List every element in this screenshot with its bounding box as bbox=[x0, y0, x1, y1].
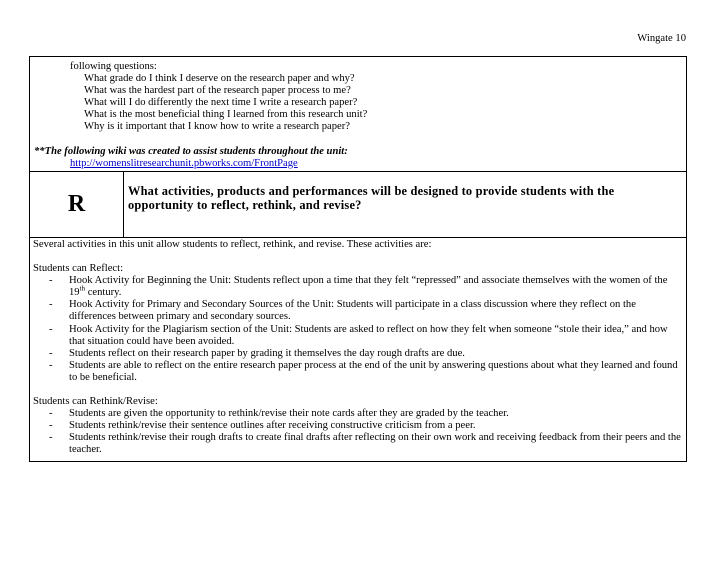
page-header: Wingate 10 bbox=[637, 33, 686, 44]
question-item: What was the hardest part of the research paper process to me? bbox=[84, 85, 351, 97]
list-item: - Students rethink/revise their rough drafts to create final drafts after reflecting on their own work and receiving feedback from their peers and the teacher. bbox=[45, 432, 683, 456]
stage-letter: R bbox=[30, 172, 124, 237]
stage-question: What activities, products and performances will be designed to provide students with the opportunity to reflect, rethink, and revise? bbox=[128, 184, 615, 213]
reflect-heading: Students can Reflect: bbox=[33, 263, 124, 275]
list-item: - Hook Activity for the Plagiarism section of the Unit: Students are asked to reflect on how they felt when someone “stole their idea,” and how that situation could have been avoided. bbox=[45, 324, 683, 348]
questions-intro: following questions: bbox=[70, 61, 157, 72]
question-item: What grade do I think I deserve on the research paper and why? bbox=[84, 73, 355, 85]
activities-cell bbox=[30, 238, 686, 461]
list-item: - Students rethink/revise their sentence outlines after receiving constructive criticism from a peer. bbox=[45, 420, 683, 432]
question-item: What is the most beneficial thing I learned from this research unit? bbox=[84, 109, 368, 121]
stage-row bbox=[30, 172, 686, 238]
rethink-list bbox=[33, 408, 683, 456]
question-item: Why is it important that I know how to write a research paper? bbox=[84, 121, 350, 133]
reflection-questions-cell bbox=[30, 57, 686, 172]
activities-intro: Several activities in this unit allow students to reflect, rethink, and revise. These activities are: bbox=[33, 239, 432, 250]
reflect-list bbox=[33, 275, 683, 384]
rethink-heading: Students can Rethink/Revise: bbox=[33, 396, 158, 408]
unit-plan-table bbox=[29, 56, 687, 462]
list-item: - Students are given the opportunity to rethink/revise their note cards after they are graded by the teacher. bbox=[45, 408, 683, 420]
wiki-link[interactable]: http://womenslitresearchunit.pbworks.com/FrontPage bbox=[70, 157, 298, 169]
wiki-note: **The following wiki was created to assist students throughout the unit: bbox=[34, 145, 348, 157]
question-item: What will I do differently the next time I write a research paper? bbox=[84, 97, 358, 109]
list-item: - Hook Activity for Beginning the Unit: Students reflect upon a time that they felt “repressed” and associate themselves with the women of the 19th century. bbox=[45, 275, 683, 299]
list-item: - Students reflect on their research paper by grading it themselves the day rough drafts are due. bbox=[45, 348, 683, 360]
list-item: - Students are able to reflect on the entire research paper process at the end of the unit by answering questions about what they learned and found to be beneficial. bbox=[45, 360, 683, 384]
list-item: - Hook Activity for Primary and Secondary Sources of the Unit: Students will participate in a class discussion where they reflect on the differences between primary and secondary sources. bbox=[45, 299, 683, 323]
